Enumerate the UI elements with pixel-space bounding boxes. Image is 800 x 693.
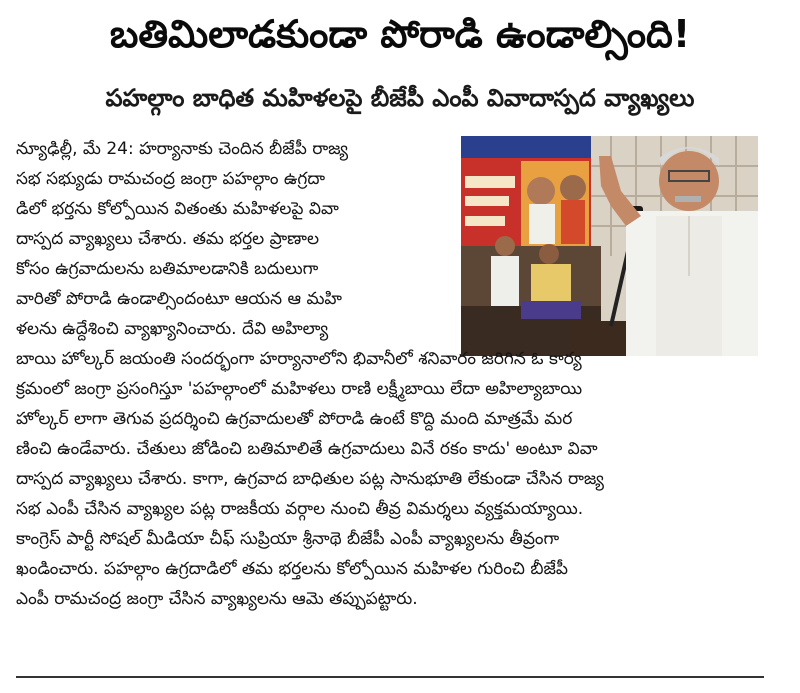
body-line: హోల్కర్ లాగా తెగువ ప్రదర్శించి ఉగ్రవాదులతో పోరాడి ఉంటే కొద్ది మంది మాత్రమే మర (16, 409, 573, 429)
body-line: ణించి ఉండేవారు. చేతులు జోడించి బతిమాలితే ఉగ్రవాదులు వినే రకం కాదు' అంటూ వివా (16, 439, 598, 459)
subheadline: పహల్గాం బాధిత మహిళలపై బీజేపీ ఎంపీ వివాదాస్పద వ్యాఖ్యలు (105, 84, 695, 112)
body-line: కోసం ఉగ్రవాదులను బతిమాలడానికి బదులుగా (16, 259, 319, 279)
body-line: దాస్పద వ్యాఖ్యలు చేశారు. కాగా, ఉగ్రవాద బాధితుల పట్ల సానుభూతి లేకుండా చేసిన రాజ్య (16, 469, 604, 489)
article-photo (461, 136, 758, 356)
bottom-divider (16, 676, 764, 678)
body-line: న్యూఢిల్లీ, మే 24: హర్యానాకు చెందిన బీజేపీ రాజ్య (16, 139, 349, 159)
body-line: సభ ఎంపీ చేసిన వ్యాఖ్యల పట్ల రాజకీయ వర్గాల నుంచి తీవ్ర విమర్శలు వ్యక్తమయ్యాయి. (16, 499, 584, 519)
body-line: దాస్పద వ్యాఖ్యలు చేశారు. తమ భర్తల ప్రాణాల (16, 229, 319, 249)
body-line: ఖండించారు. పహల్గాం ఉగ్రదాడిలో తమ భర్తలను కోల్పోయిన మహిళల గురించి బీజేపీ (16, 559, 568, 579)
body-line: ఎంపీ రామచంద్ర జంగ్రా చేసిన వ్యాఖ్యలను ఆమె తప్పుపట్టారు. (16, 589, 418, 609)
body-line: సభ సభ్యుడు రామచంద్ర జంగ్రా పహల్గాం ఉగ్రదా (16, 169, 325, 189)
body-line: కాంగ్రెస్ పార్టీ సోషల్ మీడియా చీఫ్ సుప్రియా శ్రీనాథె బీజేపీ ఎంపీ వ్యాఖ్యలను తీవ్రంగా (16, 529, 560, 549)
body-line: బాయి హోల్కర్ జయంతి సందర్భంగా హర్యానాలోని భివానీలో శనివారం జరిగిన ఓ కార్య (16, 349, 582, 369)
body-line: డిలో భర్తను కోల్పోయిన వితంతు మహిళలపై వివా (16, 199, 339, 219)
headline: బతిమిలాడకుండా పోరాడి ఉండాల్సింది! (109, 12, 691, 56)
body-line: ళలను ఉద్దేశించి వ్యాఖ్యానించారు. దేవి అహిల్యా (16, 319, 329, 339)
body-line: వారితో పోరాడి ఉండాల్సిందంటూ ఆయన ఆ మహి (16, 289, 342, 309)
speaker-at-podium-photo (461, 136, 758, 356)
body-line: క్రమంలో జంగ్రా ప్రసంగిస్తూ 'పహల్గాంలో మహిళలు రాణి లక్ష్మీబాయి లేదా అహిల్యాబాయి (16, 379, 583, 399)
